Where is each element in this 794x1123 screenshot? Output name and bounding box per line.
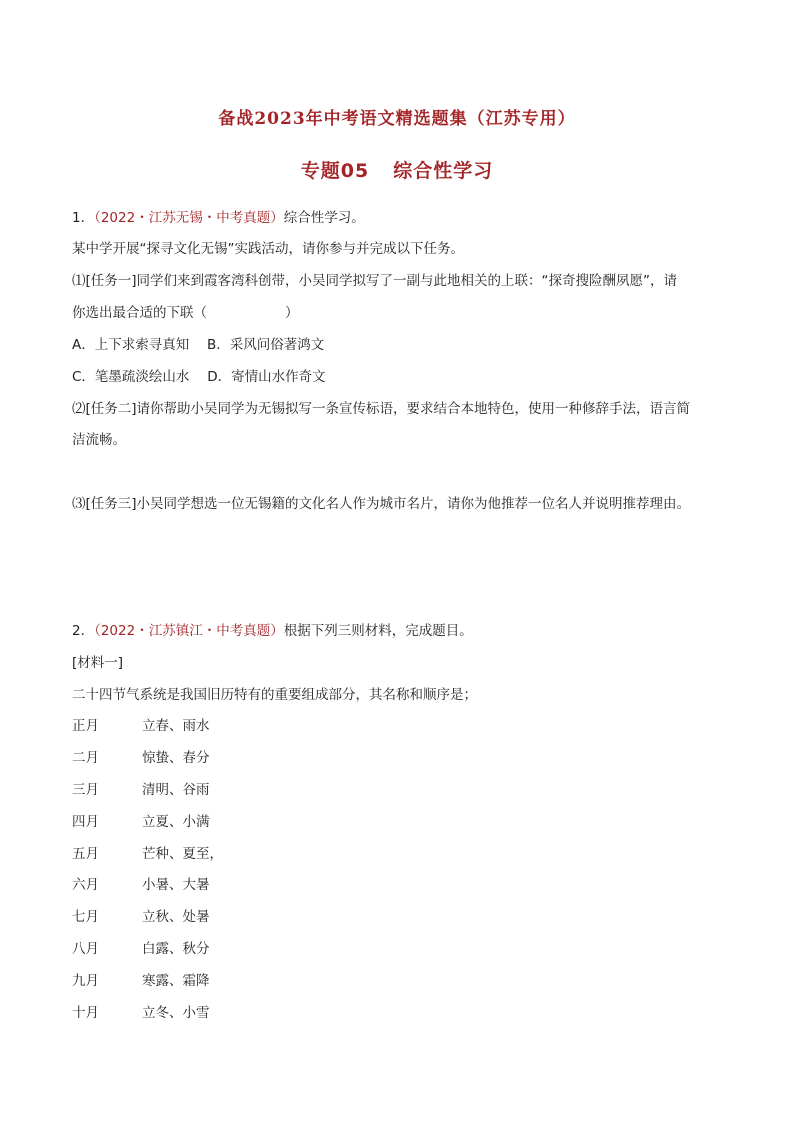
options-line-2: C．笔墨疏淡绘山水 D．寄情山水作奇文: [72, 369, 326, 385]
document-title: 备战2023年中考语文精选题集（江苏专用）: [218, 109, 576, 129]
month-label: 三月: [72, 782, 99, 798]
solar-terms: 立夏、小满: [142, 814, 210, 830]
month-label: 正月: [72, 718, 99, 734]
month-label: 五月: [72, 846, 99, 862]
solar-term-row: [72, 748, 732, 768]
month-label: 七月: [72, 909, 99, 925]
solar-term-row: [72, 812, 732, 832]
topic-name: 综合性学习: [393, 160, 494, 182]
solar-terms: 惊蛰、春分: [142, 750, 210, 766]
solar-terms: 白露、秋分: [142, 941, 210, 957]
month-label: 八月: [72, 941, 99, 957]
month-label: 六月: [72, 877, 99, 893]
month-label: 四月: [72, 814, 99, 830]
question-1-heading: [72, 208, 732, 228]
solar-term-row: [72, 971, 732, 991]
question-1-stem: 综合性学习。: [283, 210, 365, 226]
month-label: 二月: [72, 750, 99, 766]
task-1-prompt: 你选出最合适的下联（: [72, 305, 207, 321]
month-label: 九月: [72, 973, 99, 989]
solar-term-row: [72, 780, 732, 800]
question-1-intro: 某中学开展“探寻文化无锡”实践活动，请你参与并完成以下任务。: [72, 241, 464, 257]
solar-terms: 小暑、大暑: [142, 877, 210, 893]
question-1-source: （2022・江苏无锡・中考真题）: [94, 210, 284, 226]
question-2-source: （2022・江苏镇江・中考真题）: [94, 623, 284, 639]
solar-term-row: [72, 1003, 732, 1023]
task-2-line-1: ⑵[任务二]请你帮助小吴同学为无锡拟写一条宣传标语，要求结合本地特色，使用一种修辞手法，语言简: [72, 401, 691, 417]
solar-terms: 清明、谷雨: [142, 782, 210, 798]
material-label: [材料一]: [72, 655, 124, 671]
task-1-line-2: [72, 303, 732, 323]
material-intro: 二十四节气系统是我国旧历特有的重要组成部分，其名称和顺序是；: [72, 687, 477, 703]
question-2-stem: 根据下列三则材料，完成题目。: [283, 623, 473, 639]
topic-number: 专题05: [300, 160, 370, 182]
options-line-1: A．上下求索寻真知 B．采风问俗著鸿文: [72, 337, 325, 353]
month-label: 十月: [72, 1005, 99, 1021]
topic-title: [0, 156, 794, 183]
solar-terms: 立春、雨水: [142, 718, 210, 734]
solar-term-row: [72, 875, 732, 895]
task-1-close-paren: ）: [285, 305, 299, 321]
solar-term-row: [72, 907, 732, 927]
question-2-number: 2．: [72, 623, 95, 639]
solar-term-row: [72, 939, 732, 959]
question-1-number: 1．: [72, 210, 95, 226]
solar-term-row: [72, 716, 732, 736]
solar-terms: 寒露、霜降: [142, 973, 210, 989]
solar-term-row: [72, 844, 732, 864]
task-3-line-1: ⑶[任务三]小吴同学想选一位无锡籍的文化名人作为城市名片，请你为他推荐一位名人并说明推荐理由。: [72, 496, 691, 512]
task-2-line-2: 洁流畅。: [72, 432, 126, 448]
solar-terms: 芒种、夏至，: [142, 846, 223, 862]
task-1-line-1: ⑴[任务一]同学们来到霞客湾科创带，小吴同学拟写了一副与此地相关的上联：“探奇搜险酬夙愿”，请: [72, 273, 678, 289]
solar-terms: 立冬、小雪: [142, 1005, 210, 1021]
question-2-heading: [72, 621, 732, 641]
solar-terms: 立秋、处暑: [142, 909, 210, 925]
